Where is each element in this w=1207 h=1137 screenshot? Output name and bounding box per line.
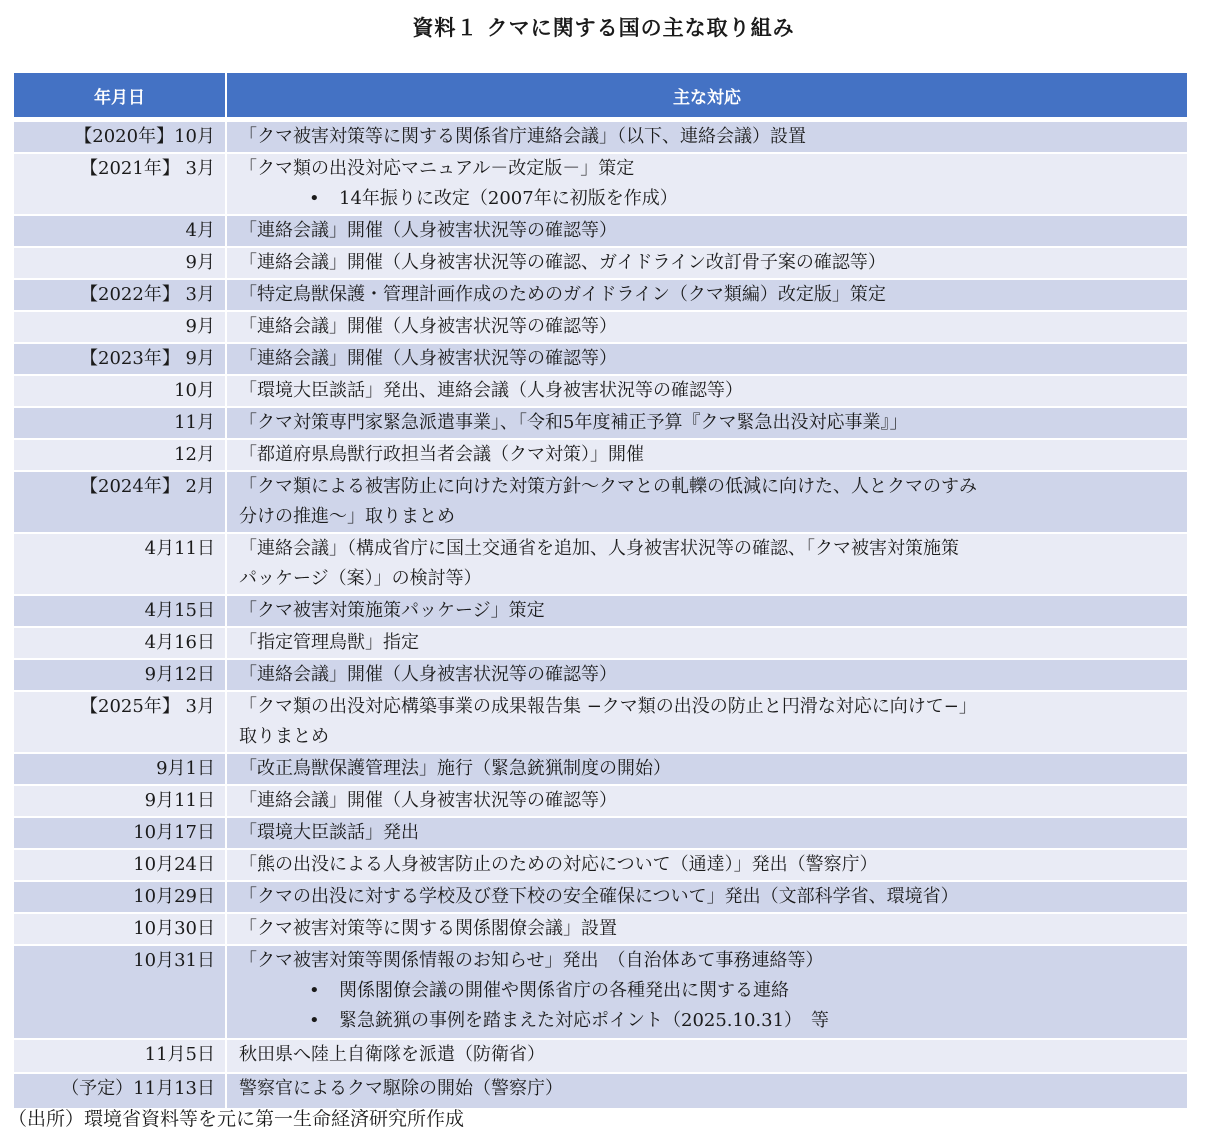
- description-line: 「環境大臣談話」発出: [239, 822, 419, 843]
- table-row: [14, 122, 1187, 154]
- row-date: 【2021年】 3月: [14, 154, 227, 214]
- row-date: 10月30日: [14, 914, 227, 944]
- table-row: [14, 312, 1187, 344]
- row-date: 12月: [14, 440, 227, 470]
- row-description: [227, 596, 1187, 626]
- row-date: 9月: [14, 248, 227, 278]
- table-row: [14, 1040, 1187, 1074]
- description-line: 「改正鳥獣保護管理法」施行（緊急銃猟制度の開始）: [239, 758, 671, 779]
- description-line: パッケージ（案）」の検討等）: [239, 568, 482, 589]
- table-row: [14, 818, 1187, 850]
- description-line: 「クマの出没に対する学校及び登下校の安全確保について」発出（文部科学省、環境省）: [239, 886, 959, 907]
- row-date: 9月11日: [14, 786, 227, 816]
- description-line: 「クマ対策専門家緊急派遣事業」、「令和5年度補正予算『クマ緊急出没対応事業』」: [239, 412, 908, 433]
- row-date: 10月24日: [14, 850, 227, 880]
- row-date: 10月17日: [14, 818, 227, 848]
- table-body: [14, 122, 1187, 1110]
- row-description: [227, 154, 1187, 214]
- table-row: [14, 154, 1187, 216]
- row-description: [227, 786, 1187, 816]
- table-row: [14, 408, 1187, 440]
- table-row: [14, 786, 1187, 818]
- row-date: 【2020年】10月: [14, 122, 227, 152]
- row-description: [227, 440, 1187, 470]
- row-date: 【2024年】 2月: [14, 472, 227, 532]
- row-date: 4月: [14, 216, 227, 246]
- table-row: [14, 754, 1187, 786]
- description-line: 「クマ被害対策施策パッケージ」策定: [239, 600, 545, 621]
- row-date: 10月: [14, 376, 227, 406]
- row-description: [227, 216, 1187, 246]
- description-line: 「環境大臣談話」発出、連絡会議（人身被害状況等の確認等）: [239, 380, 743, 401]
- table-row: [14, 946, 1187, 1040]
- row-date: 9月12日: [14, 660, 227, 690]
- description-line: 「クマ被害対策等に関する関係省庁連絡会議」（以下、連絡会議）設置: [239, 126, 806, 147]
- table-row: [14, 248, 1187, 280]
- row-description: [227, 534, 1187, 594]
- description-line: 「連絡会議」開催（人身被害状況等の確認等）: [239, 790, 617, 811]
- row-description: [227, 882, 1187, 912]
- table-row: [14, 534, 1187, 596]
- row-date: 11月: [14, 408, 227, 438]
- row-date: （予定）11月13日: [14, 1074, 227, 1108]
- description-line: 「クマ類の出没対応マニュアル－改定版－」策定: [239, 158, 635, 179]
- bullet-item: • 14年振りに改定（2007年に初版を作成）: [239, 184, 1177, 214]
- table-row: [14, 344, 1187, 376]
- row-date: 4月11日: [14, 534, 227, 594]
- source-note: （出所）環境省資料等を元に第一生命経済研究所作成: [8, 1108, 465, 1130]
- description-line: 「連絡会議」開催（人身被害状況等の確認、ガイドライン改訂骨子案の確認等）: [239, 252, 886, 273]
- row-description: [227, 692, 1187, 752]
- description-line: 「連絡会議」開催（人身被害状況等の確認等）: [239, 220, 617, 241]
- row-description: [227, 660, 1187, 690]
- description-line: 「連絡会議」（構成省庁に国土交通省を追加、人身被害状況等の確認、「クマ被害対策施策: [239, 538, 959, 559]
- bullet-item: • 緊急銃猟の事例を踏まえた対応ポイント（2025.10.31） 等: [239, 1006, 1177, 1036]
- description-line: 「都道府県鳥獣行政担当者会議（クマ対策）」開催: [239, 444, 644, 465]
- description-line: 「クマ類の出没対応構築事業の成果報告集 −クマ類の出没の防止と円滑な対応に向けて−」: [239, 696, 977, 717]
- table-row: [14, 440, 1187, 472]
- description-line: 「連絡会議」開催（人身被害状況等の確認等）: [239, 316, 617, 337]
- table-row: [14, 660, 1187, 692]
- description-line: 「連絡会議」開催（人身被害状況等の確認等）: [239, 348, 617, 369]
- row-description: [227, 946, 1187, 1038]
- header-action: 主な対応: [673, 87, 741, 108]
- row-description: [227, 344, 1187, 374]
- table-row: [14, 628, 1187, 660]
- row-date: 【2025年】 3月: [14, 692, 227, 752]
- description-line: 警察官によるクマ駆除の開始（警察庁）: [239, 1078, 563, 1099]
- row-description: [227, 1040, 1187, 1072]
- bullet-item: • 関係閣僚会議の開催や関係省庁の各種発出に関する連絡: [239, 976, 1177, 1006]
- measures-table: [14, 73, 1187, 1110]
- table-row: [14, 472, 1187, 534]
- table-row: [14, 914, 1187, 946]
- description-line: 秋田県へ陸上自衛隊を派遣（防衛省）: [239, 1044, 545, 1065]
- table-row: [14, 376, 1187, 408]
- row-date: 10月31日: [14, 946, 227, 1038]
- description-line: 取りまとめ: [239, 726, 329, 747]
- row-description: [227, 1074, 1187, 1108]
- row-description: [227, 122, 1187, 152]
- description-line: 分けの推進～」取りまとめ: [239, 506, 455, 527]
- table-row: [14, 692, 1187, 754]
- table-row: [14, 216, 1187, 248]
- row-description: [227, 376, 1187, 406]
- row-date: 10月29日: [14, 882, 227, 912]
- row-description: [227, 280, 1187, 310]
- row-description: [227, 312, 1187, 342]
- row-date: 4月16日: [14, 628, 227, 658]
- table-row: [14, 596, 1187, 628]
- description-line: 「熊の出没による人身被害防止のための対応について（通達）」発出（警察庁）: [239, 854, 878, 875]
- row-date: 9月1日: [14, 754, 227, 784]
- row-description: [227, 472, 1187, 532]
- row-description: [227, 628, 1187, 658]
- row-date: 【2022年】 3月: [14, 280, 227, 310]
- table-row: [14, 280, 1187, 312]
- description-line: 「クマ被害対策等関係情報のお知らせ」発出 （自治体あて事務連絡等）: [239, 950, 824, 971]
- row-date: 11月5日: [14, 1040, 227, 1072]
- row-description: [227, 248, 1187, 278]
- row-date: 4月15日: [14, 596, 227, 626]
- description-line: 「連絡会議」開催（人身被害状況等の確認等）: [239, 664, 617, 685]
- description-line: 「クマ被害対策等に関する関係閣僚会議」設置: [239, 918, 617, 939]
- table-row: [14, 850, 1187, 882]
- row-description: [227, 818, 1187, 848]
- description-line: 「指定管理鳥獣」指定: [239, 632, 419, 653]
- row-description: [227, 754, 1187, 784]
- row-description: [227, 850, 1187, 880]
- description-line: 「クマ類による被害防止に向けた対策方針～クマとの軋轢の低減に向けた、人とクマのすみ: [239, 476, 977, 497]
- table-row: [14, 882, 1187, 914]
- row-description: [227, 914, 1187, 944]
- table-header: [14, 73, 1187, 122]
- header-date: 年月日: [14, 73, 227, 117]
- description-line: 「特定鳥獣保護・管理計画作成のためのガイドライン（クマ類編）改定版」策定: [239, 284, 886, 305]
- row-date: 【2023年】 9月: [14, 344, 227, 374]
- row-date: 9月: [14, 312, 227, 342]
- document-title: 資料１ クマに関する国の主な取り組み: [412, 16, 795, 40]
- row-description: [227, 408, 1187, 438]
